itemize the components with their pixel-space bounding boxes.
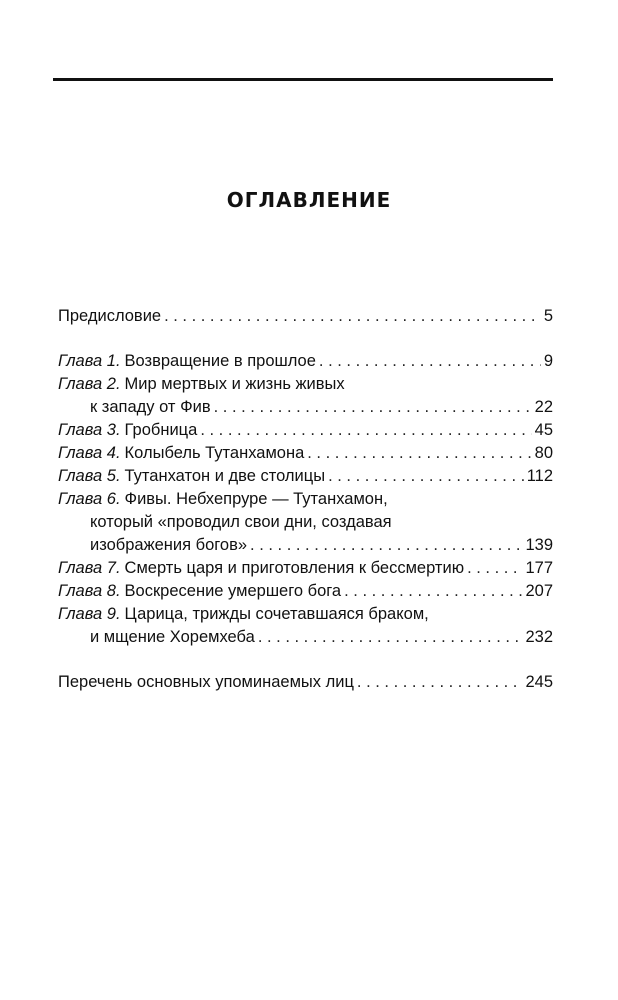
chapter-label: Глава 5. bbox=[58, 467, 121, 485]
page-number: 177 bbox=[525, 559, 553, 577]
chapter-title-line: Воскресение умершего бога bbox=[124, 582, 342, 600]
dot-leader bbox=[200, 419, 531, 442]
dot-leader bbox=[307, 442, 531, 465]
page-number: 45 bbox=[534, 421, 553, 439]
dot-leader bbox=[328, 465, 524, 488]
dot-leader bbox=[467, 557, 522, 580]
chapter-label: Глава 6. bbox=[58, 490, 121, 508]
chapter-label: Глава 9. bbox=[58, 605, 121, 623]
chapter-title-line: который «проводил свои дни, создавая bbox=[90, 513, 392, 531]
chapter-label: Глава 3. bbox=[58, 421, 121, 439]
table-of-contents bbox=[58, 305, 553, 694]
toc-entry-chapter-1[interactable] bbox=[58, 350, 553, 373]
chapter-label: Глава 8. bbox=[58, 582, 121, 600]
toc-entry-chapter-9[interactable] bbox=[58, 603, 553, 649]
toc-entry-index[interactable] bbox=[58, 671, 553, 694]
chapter-title-line: Тутанхатон и две столицы bbox=[124, 467, 326, 485]
toc-entry-chapter-5[interactable] bbox=[58, 465, 553, 488]
page-number: 207 bbox=[525, 582, 553, 600]
dot-leader bbox=[344, 580, 522, 603]
chapter-label: Глава 4. bbox=[58, 444, 121, 462]
page-number: 9 bbox=[543, 352, 553, 370]
toc-entry-chapter-3[interactable] bbox=[58, 419, 553, 442]
toc-entry-chapter-7[interactable] bbox=[58, 557, 553, 580]
chapter-title-line: Возвращение в прошлое bbox=[124, 352, 316, 370]
dot-leader bbox=[258, 626, 523, 649]
toc-entry-preface[interactable] bbox=[58, 305, 553, 328]
dot-leader bbox=[250, 534, 522, 557]
page-number: 245 bbox=[525, 673, 553, 691]
chapter-title-line: Царица, трижды сочетавшаяся браком, bbox=[124, 605, 429, 623]
top-rule bbox=[53, 78, 553, 81]
chapter-label: Глава 7. bbox=[58, 559, 121, 577]
page-number: 232 bbox=[525, 628, 553, 646]
entry-text: Перечень основных упоминаемых лиц bbox=[58, 673, 354, 691]
page-number: 5 bbox=[543, 307, 553, 325]
chapter-title-line: к западу от Фив bbox=[90, 398, 211, 416]
chapter-title-line: Фивы. Небхепруре — Тутанхамон, bbox=[124, 490, 388, 508]
toc-entry-chapter-2[interactable] bbox=[58, 373, 553, 419]
chapter-title-line: Мир мертвых и жизнь живых bbox=[124, 375, 345, 393]
page-number: 80 bbox=[534, 444, 553, 462]
page-number: 22 bbox=[534, 398, 553, 416]
page-number: 139 bbox=[525, 536, 553, 554]
chapter-title-line: Смерть царя и приготовления к бессмертию bbox=[124, 559, 465, 577]
toc-entry-chapter-8[interactable] bbox=[58, 580, 553, 603]
dot-leader bbox=[319, 350, 541, 373]
dot-leader bbox=[214, 396, 532, 419]
chapter-title-line: изображения богов» bbox=[90, 536, 248, 554]
chapter-title-line: и мщение Хоремхеба bbox=[90, 628, 255, 646]
dot-leader bbox=[357, 671, 523, 694]
entry-text: Предисловие bbox=[58, 307, 162, 325]
dot-leader bbox=[164, 305, 541, 328]
toc-entry-chapter-4[interactable] bbox=[58, 442, 553, 465]
page-number: 112 bbox=[526, 467, 553, 485]
chapter-title-line: Колыбель Тутанхамона bbox=[124, 444, 305, 462]
chapter-list bbox=[58, 350, 553, 649]
toc-title: ОГЛАВЛЕНИЕ bbox=[226, 188, 392, 212]
chapter-label: Глава 1. bbox=[58, 352, 121, 370]
chapter-label: Глава 2. bbox=[58, 375, 121, 393]
toc-entry-chapter-6[interactable] bbox=[58, 488, 553, 557]
chapter-title-line: Гробница bbox=[124, 421, 198, 439]
